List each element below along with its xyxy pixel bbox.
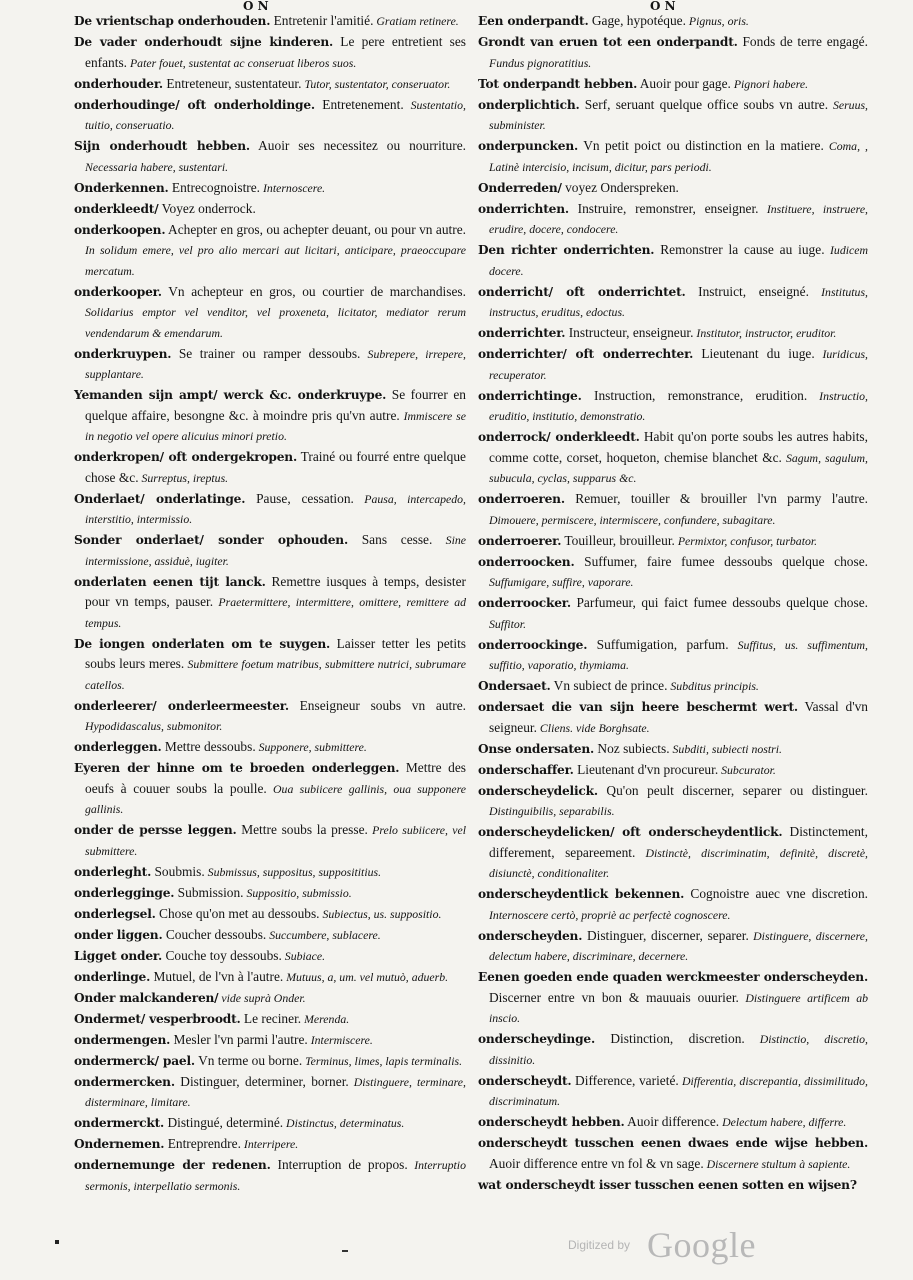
entry-headword: onderroockinge. [478, 637, 588, 652]
dictionary-entry [478, 1029, 868, 1070]
dictionary-entry [478, 386, 868, 427]
dictionary-entry [478, 178, 868, 199]
dictionary-entry [74, 737, 466, 758]
entry-french: Lieutenant d'vn procureur. [573, 761, 719, 777]
entry-french: Vn terme ou borne. [194, 1052, 303, 1068]
entry-headword: ondersaet die van sijn heere beschermt wert. [478, 700, 798, 714]
entry-latin: Merenda. [301, 1011, 350, 1026]
entry-headword: onderhoudinge/ oft onderholdinge. [74, 97, 315, 112]
dictionary-entry [478, 531, 868, 552]
entry-latin: Subrepere, irrepere, supplantare. [85, 346, 466, 381]
dictionary-entry [478, 760, 868, 781]
dictionary-entry [74, 883, 466, 904]
entry-headword: Yemanden sijn ampt/ werck &c. onderkruype. [74, 388, 387, 402]
dictionary-entry [478, 822, 868, 884]
dictionary-entry [74, 572, 466, 634]
entry-french: Distinction, discretion. [595, 1031, 745, 1046]
entry-latin: Institutus, instructus, eruditus, edoctus. [489, 284, 868, 319]
entry-latin: Subditus principis. [667, 679, 759, 693]
entry-headword: Onderreden/ [478, 180, 562, 195]
entry-french: Mettre dessoubs. [161, 739, 256, 754]
page-speck [55, 1240, 59, 1244]
entry-latin: In solidum emere, vel pro alio mercari aut licitari, anticipare, praeoccupare mercatum. [85, 243, 466, 278]
entry-latin: Distinguibilis, separabilis. [489, 804, 615, 818]
entry-latin: Pignus, oris. [685, 14, 749, 28]
entry-headword: Onse ondersaten. [478, 741, 595, 756]
entry-french: Submission. [174, 884, 244, 900]
dictionary-entry [74, 1134, 466, 1155]
entry-french: Voyez onderrock. [158, 200, 256, 216]
entry-latin: Suffumigare, suffire, vaporare. [489, 575, 634, 589]
dictionary-entry [74, 1051, 466, 1072]
entry-headword: ondermerckt. [74, 1116, 165, 1130]
entry-latin: Interripere. [240, 1137, 299, 1151]
entry-headword: ondernemunge der redenen. [74, 1158, 271, 1172]
entry-latin: Permixtor, confusor, turbator. [674, 533, 818, 548]
entry-headword: onder de persse leggen. [74, 823, 237, 837]
entry-latin: Discernere stultum à sapiente. [703, 1156, 851, 1171]
entry-latin: Distinguere artificem ab inscio. [489, 990, 869, 1025]
entry-headword: onderscheydentlick bekennen. [478, 887, 685, 901]
entry-headword: Eenen goeden ende quaden werckmeester onderscheyden. [478, 970, 868, 984]
entry-french: Remonstrer la cause au iuge. [654, 242, 825, 257]
entry-headword: Onderkennen. [74, 180, 169, 195]
entry-headword: onderkooper. [74, 284, 162, 299]
entry-french: Cognoistre auec vne discretion. [684, 886, 868, 901]
entry-french: Auoir ses necessitez ou nourriture. [249, 138, 466, 153]
entry-latin: Iuridicus, recuperator. [489, 347, 869, 382]
dictionary-entry [478, 240, 868, 281]
entry-headword: ondermercken. [74, 1074, 175, 1089]
entry-french: Gage, hypotéque. [588, 13, 686, 28]
entry-latin: Suffitor. [489, 616, 527, 631]
entry-latin: Internoscere. [260, 180, 326, 195]
entry-latin: Subcurator. [718, 762, 776, 777]
entry-latin: Intermiscere. [307, 1032, 373, 1047]
entry-headword: Tot onderpandt hebben. [478, 76, 638, 91]
entry-headword: De vader onderhoudt sijne kinderen. [74, 35, 334, 49]
entry-latin: Distinguere, terminare, disterminare, limitare. [85, 1074, 466, 1109]
entry-latin: Cliens. vide Borghsate. [536, 720, 650, 735]
entry-french: voyez Onderspreken. [561, 179, 679, 195]
dictionary-entry [74, 32, 466, 73]
entry-headword: Eyeren der hinne om te broeden onderleggen. [74, 761, 400, 775]
entry-headword: Onder malckanderen/ [74, 990, 219, 1005]
entry-headword: onderrichter/ oft onderrechter. [478, 347, 694, 361]
entry-french: Couche toy dessoubs. [162, 947, 282, 963]
entry-latin: Distinctè, discriminatim, definitè, discretè, disiunctè, conditionaliter. [489, 845, 869, 880]
entry-french: Instructeur, enseigneur. [565, 325, 694, 340]
dictionary-entry [74, 447, 466, 488]
entry-headword: onderleght. [74, 864, 152, 879]
dictionary-entry [74, 904, 466, 925]
dictionary-entry [478, 676, 868, 697]
entry-latin: Instructio, eruditio, institutio, demonstratio. [489, 388, 868, 423]
entry-headword: onderscheydt hebben. [478, 1115, 625, 1129]
entry-latin: Distinguere, discernere, delectum habere, discriminare, decernere. [489, 928, 868, 963]
dictionary-entry [74, 967, 466, 988]
dictionary-entry [478, 11, 868, 32]
entry-french: Coucher dessoubs. [162, 926, 267, 942]
entry-latin: Hypodidascalus, submonitor. [85, 719, 223, 733]
entry-latin: Supponere, submittere. [255, 740, 367, 754]
entry-latin: Institutor, instructor, eruditor. [693, 326, 837, 340]
entry-french: Distinguer, determiner, borner. [174, 1073, 349, 1089]
entry-headword: Grondt van eruen tot een onderpandt. [478, 35, 738, 49]
entry-headword: Ondernemen. [74, 1137, 165, 1151]
entry-french: Discerner entre vn bon & mauuais ouurier. [489, 989, 739, 1005]
dictionary-entry [74, 220, 466, 282]
entry-french: Interruption de propos. [270, 1157, 408, 1172]
entry-latin: Oua subiicere gallinis, oua supponere gallinis. [85, 781, 466, 816]
entry-headword: ondermerck/ pael. [74, 1053, 195, 1068]
entry-french: Touilleur, brouilleur. [561, 532, 675, 548]
entry-french: Mutuel, de l'vn à l'autre. [150, 968, 284, 984]
entry-headword: onderkleedt/ [74, 201, 159, 216]
entry-latin: Submittere foetum matribus, submittere nutrici, subrumare catellos. [85, 657, 466, 692]
entry-headword: Ondermet/ vesperbroodt. [74, 1011, 241, 1026]
entry-french: Noz subiects. [594, 740, 670, 756]
dictionary-entry [478, 32, 868, 73]
entry-french: Distingué, determiné. [164, 1115, 284, 1130]
entry-french: Sans cesse. [348, 532, 433, 547]
entry-french: Instruict, enseigné. [685, 283, 809, 299]
entry-headword: onderlinge. [74, 969, 151, 984]
dictionary-entry [478, 1112, 868, 1133]
entry-french: Difference, varieté. [571, 1072, 679, 1088]
dictionary-entry [74, 862, 466, 883]
entry-headword: onderschaffer. [478, 762, 574, 777]
entry-french: Enseigneur soubs vn autre. [288, 697, 466, 713]
entry-french: Mettre soubs la presse. [236, 822, 368, 837]
dictionary-entry [478, 199, 868, 240]
digitized-by-label: Digitized by [568, 1238, 631, 1252]
entry-headword: onderscheyden. [478, 928, 583, 943]
entry-headword: onderroocker. [478, 596, 571, 610]
dictionary-entry [74, 946, 466, 967]
entry-headword: Ligget onder. [74, 948, 163, 963]
dictionary-entry [478, 593, 868, 634]
dictionary-entry [74, 530, 466, 571]
dictionary-entry [478, 552, 868, 593]
entry-french: Le reciner. [240, 1010, 302, 1026]
entry-latin: Pater fouet, sustentat ac conseruat liberos suos. [127, 55, 357, 70]
right-column [478, 11, 868, 1196]
entry-french: Se trainer ou ramper dessoubs. [171, 345, 361, 361]
entry-headword: onder liggen. [74, 927, 163, 942]
dictionary-entry [74, 11, 466, 32]
entry-french: Remuer, touiller & brouiller l'vn parmy l'autre. [564, 491, 868, 506]
entry-headword: onderkropen/ oft ondergekropen. [74, 450, 298, 464]
entry-latin: Submissus, suppositus, supposititius. [204, 864, 382, 879]
entry-french: Le pere entretient ses enfants. [85, 34, 466, 70]
dictionary-entry [478, 489, 868, 530]
entry-headword: Onderlaet/ onderlatinge. [74, 491, 246, 506]
entry-french: Se fourrer en quelque affaire, besongne &c. à moindre pris qu'vn autre. [85, 387, 466, 423]
entry-latin: Sagum, sagulum, subucula, cyclas, supparus &c. [489, 450, 868, 485]
entry-headword: onderlegsel. [74, 906, 156, 921]
entry-french: Mettre des oeufs à couuer soubs la poulle. [85, 760, 466, 796]
entry-latin: Pausa, intercapedo, interstitio, intermissio. [85, 491, 466, 526]
entry-latin: Surreptus, ireptus. [138, 470, 229, 485]
dictionary-entry [478, 282, 868, 323]
left-column [74, 11, 466, 1197]
dictionary-entry [478, 1133, 868, 1174]
entry-latin: Seruus, subminister. [489, 97, 869, 132]
entry-french: Vn achepteur en gros, ou courtier de marchandises. [161, 283, 466, 299]
entry-headword: onderrock/ onderkleedt. [478, 430, 640, 444]
entry-latin: Mutuus, a, um. vel mutuò, aduerb. [283, 969, 449, 984]
dictionary-entry [478, 926, 868, 967]
entry-headword: onderlegginge. [74, 885, 175, 900]
entry-french: Laisser tetter les petits soubs leurs meres. [85, 635, 467, 671]
entry-headword: De iongen onderlaten om te suygen. [74, 636, 331, 651]
dictionary-entry [74, 988, 466, 1009]
entry-headword: onderscheydt. [478, 1073, 572, 1088]
entry-latin: Prelo subiicere, vel submittere. [85, 823, 466, 858]
entry-french: Distinctement, differement, separeement. [489, 824, 868, 860]
entry-french: Fonds de terre engagé. [737, 34, 868, 49]
entry-latin: Suffitus, us. suffimentum, suffitio, vaporatio, thymiama. [489, 637, 868, 672]
entry-headword: onderroerer. [478, 533, 562, 548]
dictionary-entry [478, 884, 868, 925]
dictionary-entry [478, 344, 868, 385]
entry-french: Remettre iusques à temps, desister pour vn temps, pauser. [85, 573, 466, 609]
entry-latin: Internoscere certò, propriè ac perfectè cognoscere. [489, 907, 731, 922]
entry-latin: Gratiam retinere. [373, 14, 459, 28]
dictionary-entry [478, 781, 868, 822]
entry-french: Auoir difference. [624, 1114, 720, 1129]
entry-french: Habit qu'on porte soubs les autres habits, comme cotte, corset, hoqueton, chemise blanchet &c. [489, 429, 868, 465]
dictionary-entry [478, 635, 868, 676]
entry-latin: Interruptio sermonis, interpellatio sermonis. [85, 1158, 466, 1193]
entry-headword: onderpuncken. [478, 139, 579, 153]
entry-headword: Sijn onderhoudt hebben. [74, 139, 250, 153]
entry-headword: onderplichtich. [478, 97, 580, 112]
entry-latin: Sustentatio, tuitio, conseruatio. [85, 97, 466, 132]
entry-french: Parfumeur, qui faict fumee dessoubs quelque chose. [570, 595, 868, 610]
entry-french: Entrecognoistre. [168, 179, 261, 195]
dictionary-entry [478, 1175, 868, 1196]
dictionary-entry [74, 696, 466, 737]
entry-headword: onderrichtinge. [478, 388, 582, 403]
entry-headword: Ondersaet. [478, 679, 551, 693]
header-right: O N [650, 0, 676, 13]
entry-french: Entretenir l'amitié. [270, 13, 374, 28]
dictionary-entry [74, 489, 466, 530]
entry-latin: vide suprà Onder. [218, 990, 306, 1005]
entry-french: Instruire, remonstrer, enseigner. [568, 200, 759, 216]
entry-headword: Sonder onderlaet/ sonder ophouden. [74, 533, 349, 547]
dictionary-entry [74, 758, 466, 820]
entry-latin: Pignori habere. [730, 76, 809, 91]
entry-latin: Subiace. [281, 948, 326, 963]
dictionary-entry [478, 739, 868, 760]
entry-headword: onderroeren. [478, 492, 565, 506]
dictionary-entry [74, 199, 466, 220]
entry-headword: Een onderpandt. [478, 14, 589, 28]
entry-french: Vn petit poict ou distinction en la matiere. [578, 138, 824, 153]
entry-french: Vassal d'vn seigneur. [489, 699, 868, 735]
entry-latin: Distinctio, discretio, dissinitio. [489, 1032, 868, 1067]
entry-french: Entreteneur, sustentateur. [162, 75, 302, 91]
entry-latin: Succumbere, sublacere. [266, 927, 381, 942]
entry-latin: Distinctus, determinatus. [283, 1116, 405, 1130]
entry-latin: Sine intermissione, assiduè, iugiter. [85, 533, 466, 568]
entry-latin: Instituere, instruere, erudire, docere, condocere. [489, 201, 869, 236]
dictionary-entry [74, 136, 466, 177]
entry-latin: Necessaria habere, sustentari. [85, 159, 229, 174]
dictionary-entry [74, 74, 466, 95]
dictionary-entry [478, 323, 868, 344]
entry-french: Trainé ou fourré entre quelque chose &c. [85, 449, 467, 485]
entry-french: Auoir pour gage. [637, 75, 731, 91]
entry-headword: onderscheydelicken/ oft onderscheydentlick. [478, 825, 783, 839]
dictionary-entry [478, 697, 868, 738]
entry-headword: onderlaten eenen tijt lanck. [74, 574, 266, 589]
entry-french: Distinguer, discerner, separer. [582, 927, 749, 943]
dictionary-entry [478, 967, 868, 1029]
entry-headword: onderscheydinge. [478, 1032, 595, 1046]
entry-headword: onderroocken. [478, 554, 575, 569]
dictionary-entry [478, 136, 868, 177]
entry-latin: Subditi, subiecti nostri. [669, 741, 782, 756]
entry-latin: Coma, , Latinè intercisio, incisum, dicitur, pars periodi. [489, 139, 868, 174]
dictionary-entry [74, 385, 466, 447]
entry-latin: Tutor, sustentator, conseruator. [301, 76, 451, 91]
entry-latin: Dimouere, permiscere, intermiscere, confundere, subagitare. [489, 512, 776, 527]
dictionary-entry [74, 95, 466, 136]
dictionary-entry [74, 344, 466, 385]
entry-french: Pause, cessation. [245, 490, 354, 506]
entry-headword: onderrichter. [478, 326, 566, 340]
entry-french: Chose qu'on met au dessoubs. [155, 905, 320, 921]
entry-french: Entreprendre. [164, 1136, 241, 1151]
entry-headword: De vrientschap onderhouden. [74, 14, 271, 28]
entry-french: Soubmis. [151, 863, 205, 879]
entry-headword: onderricht/ oft onderrichtet. [478, 284, 686, 299]
entry-french: Achepter en gros, ou achepter deuant, ou pour vn autre. [165, 221, 466, 237]
entry-headword: onderleggen. [74, 740, 162, 754]
header-left: O N [243, 0, 269, 13]
dictionary-entry [74, 1030, 466, 1051]
entry-french: Suffumigation, parfum. [587, 636, 729, 652]
dictionary-entry [74, 820, 466, 861]
entry-french: Qu'on peult discerner, separer ou distinguer. [597, 782, 868, 798]
google-logo: Google [647, 1225, 756, 1265]
entry-latin: Iudicem docere. [489, 243, 868, 278]
entry-headword: onderscheydt tusschen eenen dwaes ende wijse hebben. [478, 1136, 868, 1150]
dictionary-entry [478, 95, 868, 136]
dictionary-entry [74, 282, 466, 344]
entry-french: Serf, seruant quelque office soubs vn autre. [579, 96, 829, 112]
entry-french: Entretenement. [314, 96, 404, 112]
entry-latin: Fundus pignoratitius. [489, 55, 592, 70]
entry-headword: onderkruypen. [74, 346, 172, 361]
dictionary-entry [74, 1072, 466, 1113]
entry-french: Lieutenant du iuge. [693, 346, 815, 361]
dictionary-entry [74, 1009, 466, 1030]
entry-latin: Praetermittere, intermittere, omittere, remittere ad tempus. [85, 595, 466, 630]
entry-french: Mesler l'vn parmi l'autre. [170, 1031, 308, 1047]
entry-latin: Subiectus, us. suppositio. [319, 906, 442, 921]
entry-headword: ondermengen. [74, 1032, 171, 1047]
entry-headword: Den richter onderrichten. [478, 243, 655, 257]
entry-latin: Differentia, discrepantia, dissimilitudo, discriminatum. [489, 1073, 869, 1108]
entry-headword: onderkoopen. [74, 222, 166, 237]
entry-headword: onderrichten. [478, 201, 569, 216]
dictionary-entry [74, 178, 466, 199]
entry-french: Auoir difference entre vn fol & vn sage. [489, 1155, 704, 1171]
dictionary-entry [74, 925, 466, 946]
entry-headword: wat onderscheydt isser tusschen eenen sotten en wijsen? [478, 1177, 857, 1192]
entry-french: Vn subiect de prince. [550, 678, 668, 693]
entry-latin: Delectum habere, differre. [719, 1115, 847, 1129]
dictionary-entry [74, 634, 466, 696]
entry-headword: onderscheydelick. [478, 783, 598, 798]
entry-french: Instruction, remonstrance, erudition. [581, 387, 808, 403]
google-watermark [568, 1224, 768, 1264]
entry-latin: Terminus, limes, lapis terminalis. [302, 1053, 463, 1068]
dictionary-entry [478, 427, 868, 489]
dictionary-entry [478, 74, 868, 95]
entry-french: Suffumer, faire fumee dessoubs quelque chose. [574, 553, 868, 569]
entry-latin: Solidarius emptor vel venditor, vel proxeneta, licitator, mediator rerum vendendarum & emendarum. [85, 305, 466, 340]
entry-headword: onderhouder. [74, 76, 163, 91]
entry-headword: onderleerer/ onderleermeester. [74, 698, 289, 713]
page-speck [342, 1250, 348, 1252]
dictionary-entry [74, 1155, 466, 1196]
entry-latin: Immiscere se in negotio vel opere alicuius minori pretio. [85, 408, 466, 443]
dictionary-entry [74, 1113, 466, 1134]
entry-latin: Suppositio, submissio. [243, 885, 352, 900]
dictionary-entry [478, 1071, 868, 1112]
